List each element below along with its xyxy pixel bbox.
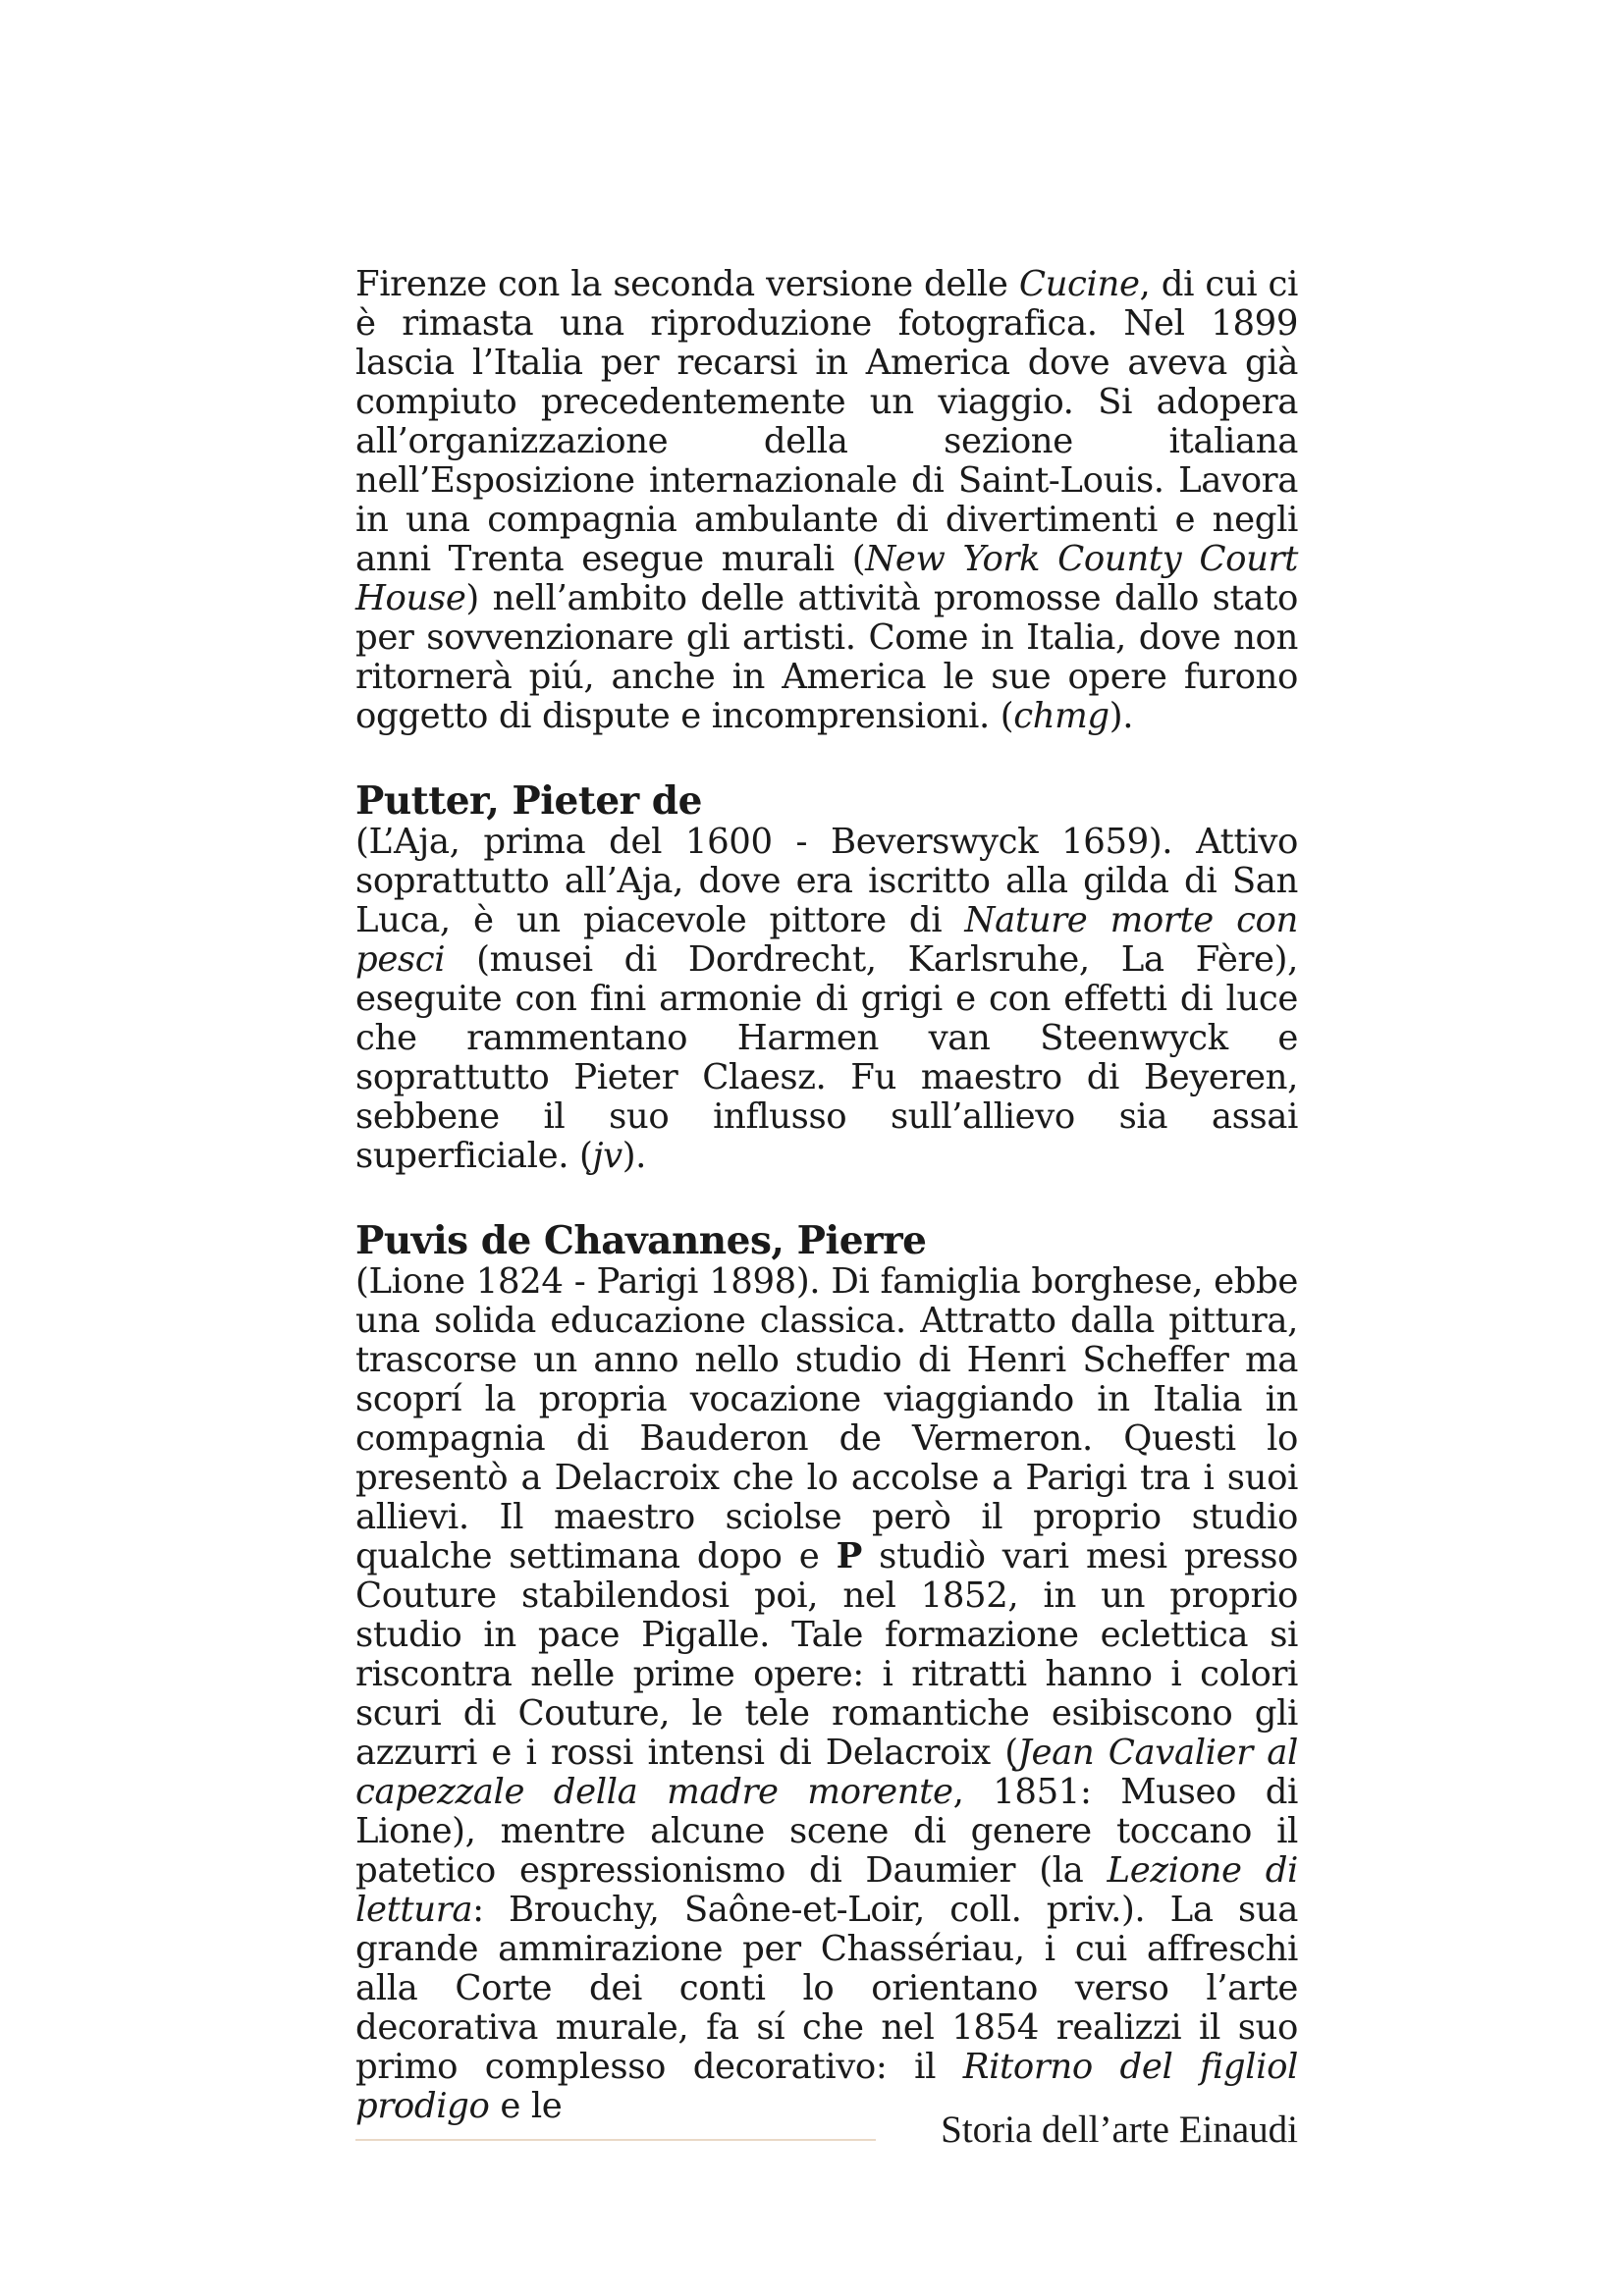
- italic-title: Jean Cavalier al capezzale della madre morente: [355, 1733, 1298, 1812]
- italic-title: Nature morte con pesci: [355, 900, 1298, 980]
- text-run: , di cui ci è rimasta una riproduzione fotografica. Nel 1899 lascia l’Italia per recarsi in America dove aveva già compiuto precedentemente un viaggio. Si adopera all’organizzazione della sezione italiana nell’Esposizione internazionale di Saint-Louis. Lavora in una compagnia ambulante di divertimenti e negli anni Trenta esegue murali (: [355, 264, 1298, 579]
- entry-paragraph: [355, 1262, 1298, 2126]
- text-run: : Brouchy, Saône-et-Loir, coll. priv.). La sua grande ammirazione per Chassériau, i cui affreschi alla Corte dei conti lo orientano verso l’arte decorativa murale, fa sí che nel 1854 realizzi il suo primo complesso decorativo: il: [355, 1890, 1298, 2087]
- entry-paragraph: [355, 823, 1298, 1176]
- text-run: (Lione 1824 - Parigi 1898). Di famiglia borghese, ebbe una solida educazione classica. Attratto dalla pittura, trascorse un anno nello studio di Henri Scheffer ma scoprí la propria vocazione viaggiando in Italia in compagnia di Bauderon de Vermeron. Questi lo presentò a Delacroix che lo accolse a Parigi tra i suoi allievi. Il maestro sciolse però il proprio studio qualche settimana dopo e: [355, 1261, 1298, 1576]
- bold-abbreviation: P: [836, 1536, 862, 1576]
- page-body: [355, 265, 1298, 2126]
- footer-rule: [355, 2139, 876, 2141]
- footer-publication-title: Storia dell’arte Einaudi: [941, 2109, 1298, 2151]
- text-run: ).: [1109, 696, 1134, 736]
- text-run: (musei di Dordrecht, Karlsruhe, La Fère), eseguite con fini armonie di grigi e con effetti di luce che rammentano Harmen van Steenwyck e soprattutto Pieter Claesz. Fu maestro di Beyeren, sebbene il suo influsso sull’allievo sia assai superficiale. (: [355, 939, 1298, 1176]
- text-run: e le: [489, 2086, 563, 2126]
- continuation-paragraph: [355, 265, 1298, 736]
- text-run: ).: [622, 1136, 647, 1176]
- italic-title: Cucine: [1018, 264, 1140, 304]
- text-run: ) nell’ambito delle attività promosse dallo stato per sovvenzionare gli artisti. Come in Italia, dove non ritornerà piú, anche in America le sue opere furono oggetto di dispute e incomprensioni. (: [355, 578, 1298, 736]
- text-run: , 1851: Museo di Lione), mentre alcune scene di genere toccano il patetico espressionismo di Daumier (la: [355, 1772, 1298, 1891]
- page-footer: [355, 2103, 1298, 2162]
- author-initials: chmg: [1013, 696, 1109, 736]
- entry-title: Puvis de Chavannes, Pierre: [355, 1218, 927, 1263]
- italic-title: New York County Court House: [355, 539, 1298, 618]
- italic-title: Lezione di lettura: [355, 1850, 1299, 1930]
- text-run: (L’Aja, prima del 1600 - Beverswyck 1659). Attivo soprattutto all’Aja, dove era iscritto alla gilda di San Luca, è un piacevole pittore di: [355, 822, 1298, 940]
- text-run: studiò vari mesi presso Couture stabilendosi poi, nel 1852, in un proprio studio in pace Pigalle. Tale formazione eclettica si riscontra nelle prime opere: i ritratti hanno i colori scuri di Couture, le tele romantiche esibiscono gli azzurri e i rossi intensi di Delacroix (: [355, 1536, 1299, 1773]
- italic-title: Ritorno del figliol prodigo: [355, 2047, 1298, 2126]
- entry-title: Putter, Pieter de: [355, 778, 702, 824]
- text-run: Firenze con la seconda versione delle: [355, 264, 1019, 304]
- author-initials: jv: [592, 1136, 622, 1176]
